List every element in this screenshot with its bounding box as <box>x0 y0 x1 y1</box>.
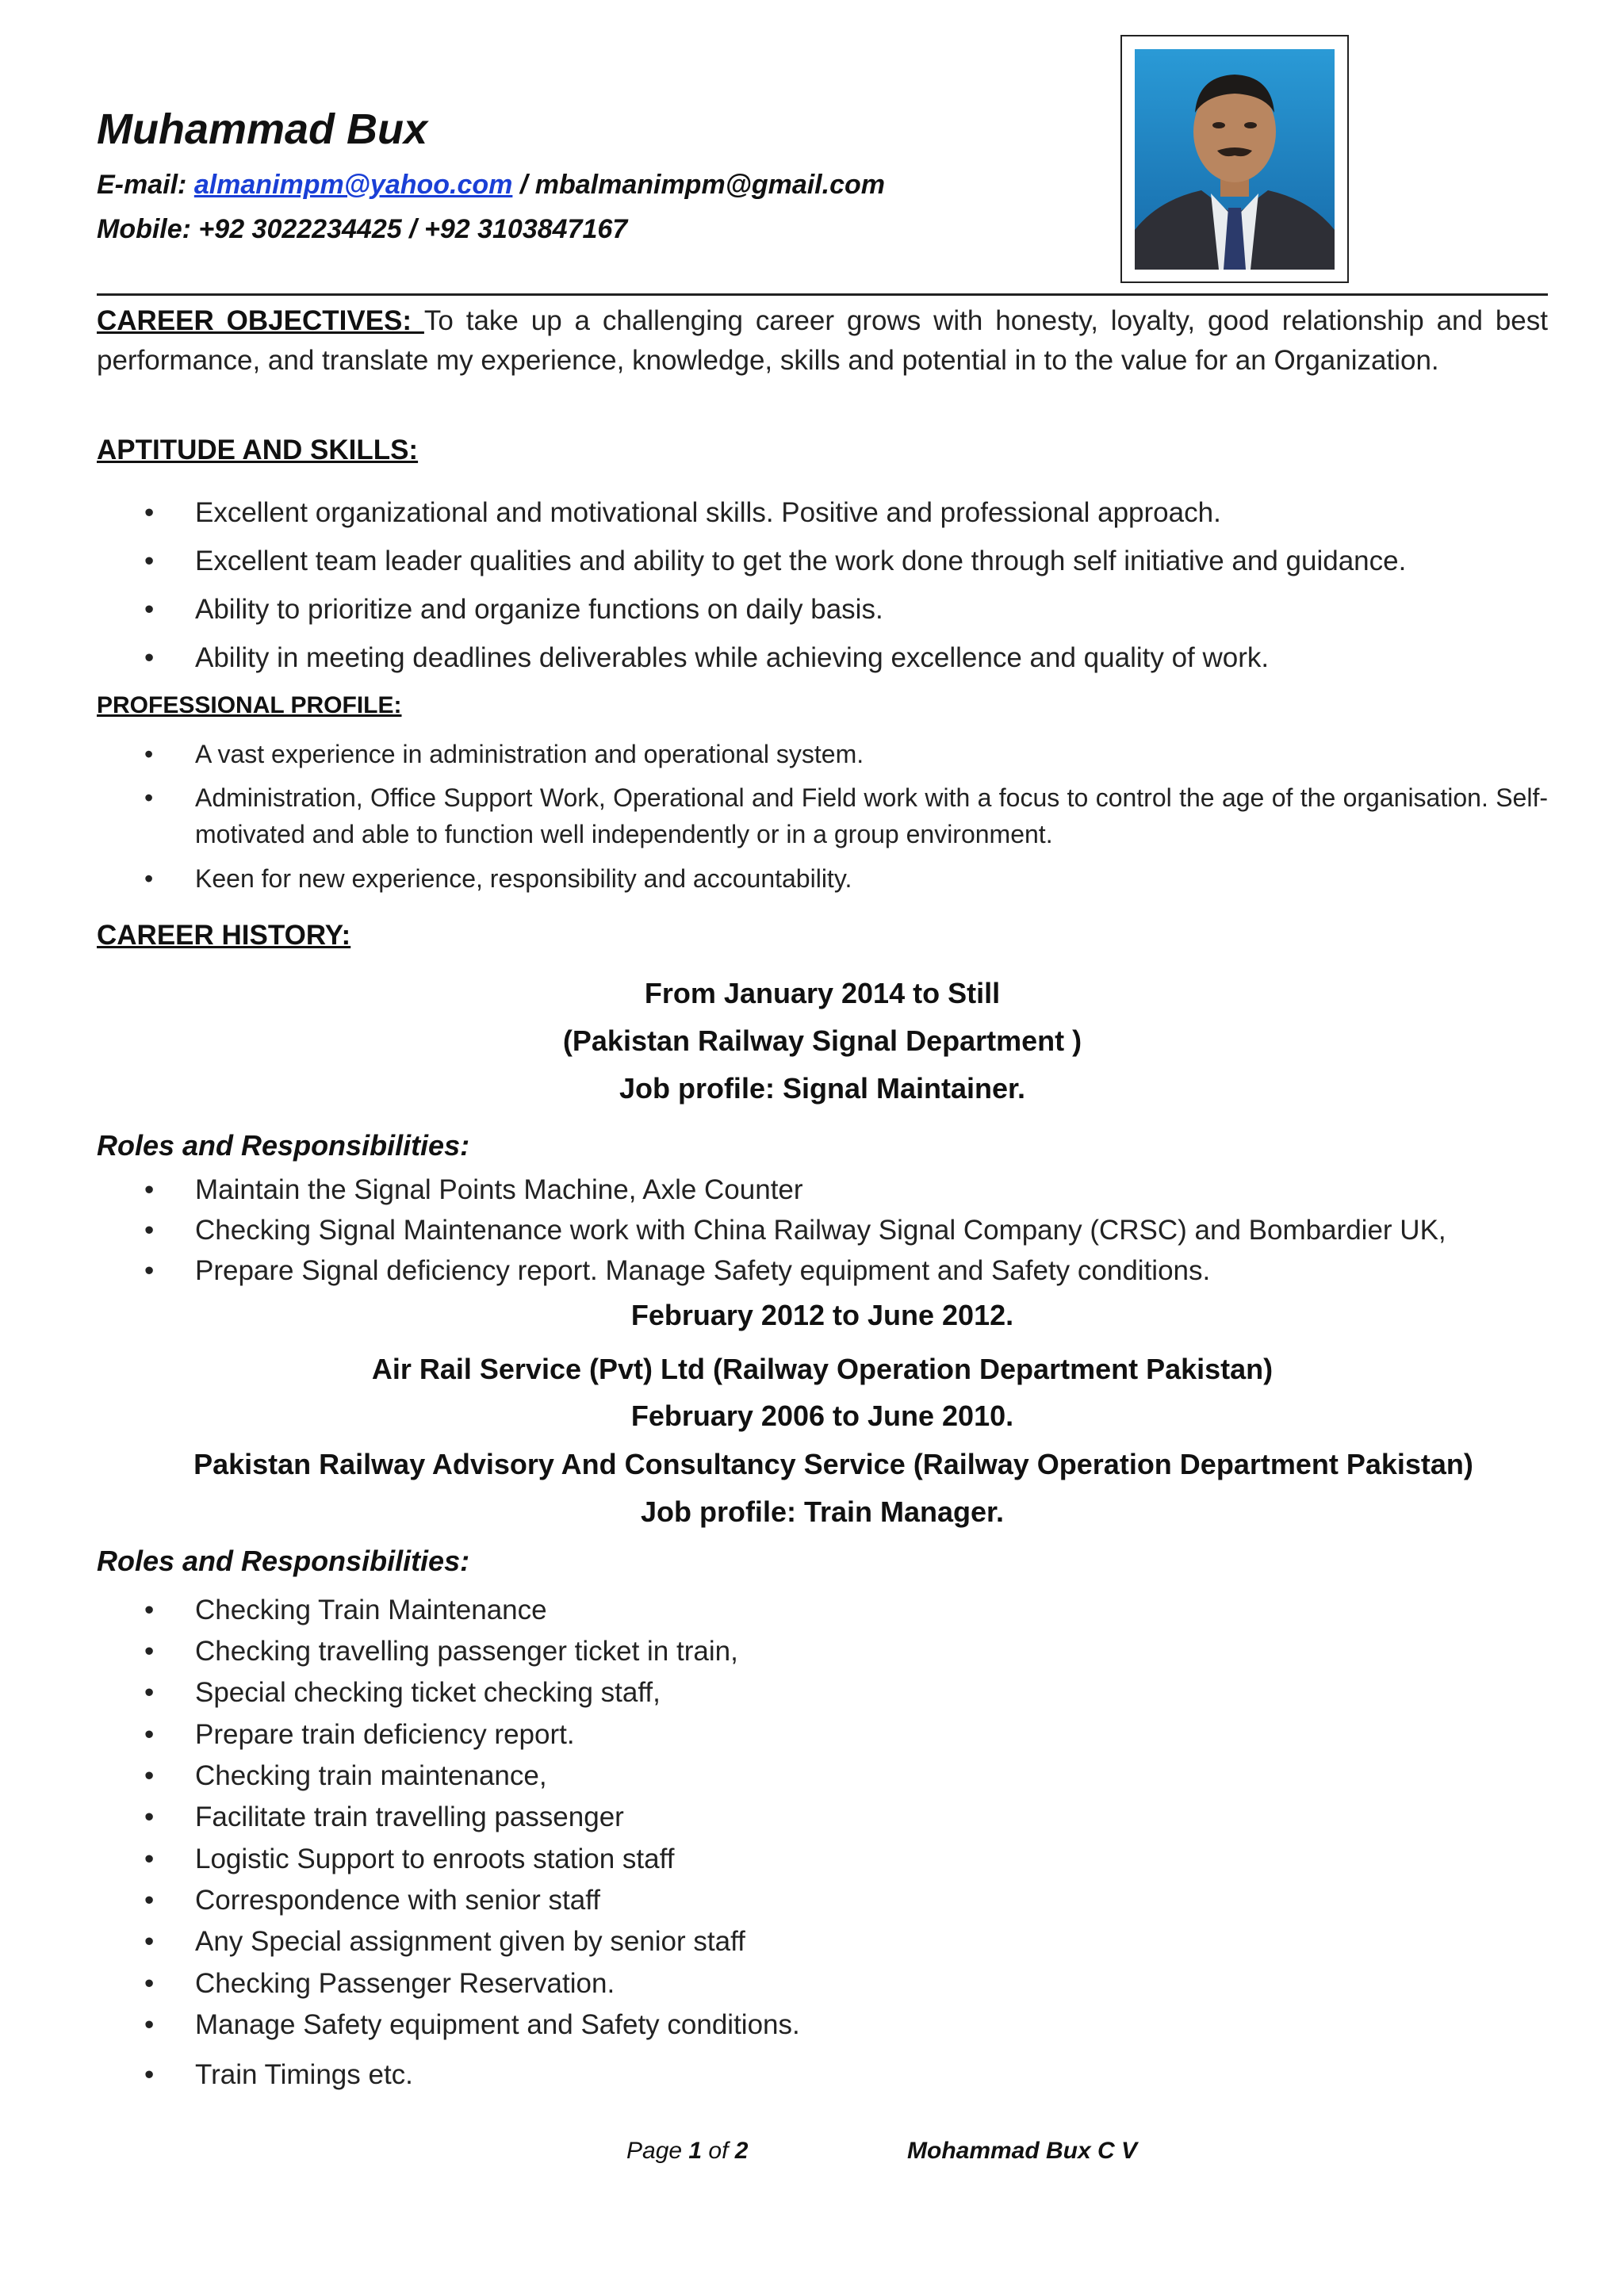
job2-organization: Air Rail Service (Pvt) Ltd (Railway Operation Department Pakistan) <box>371 1353 1274 1385</box>
job1-period: From January 2014 to Still <box>644 977 1001 1009</box>
career-objectives-text: To take up a challenging career grows with honesty, loyalty, good relationship and best performance, and translate my experience, knowledge, skills and potential in to the value for an Organization. <box>97 305 1549 376</box>
bullet-icon: • <box>144 1719 155 1750</box>
email-line <box>97 170 885 201</box>
bullet-icon: • <box>144 1885 155 1916</box>
list-item: • Prepare train deficiency report. <box>144 1715 1548 1755</box>
bullet-icon: • <box>144 2009 155 2040</box>
list-item: • Prepare Signal deficiency report. Manage Safety equipment and Safety conditions. <box>144 1251 1548 1291</box>
list-item: • Administration, Office Support Work, Operational and Field work with a focus to control the age of the organisation. Self- motivated and able to function well independently or in a group environment. <box>144 779 1548 852</box>
job2-period: February 2012 to June 2012. <box>630 1299 1014 1331</box>
list-item: • Ability to prioritize and organize functions on daily basis. <box>144 590 1548 630</box>
job3-period: February 2006 to June 2010. <box>630 1399 1014 1432</box>
bullet-icon: • <box>144 1677 155 1708</box>
email-secondary: mbalmanimpm@gmail.com <box>534 170 885 200</box>
bullet-icon: • <box>144 783 154 812</box>
list-item: • A vast experience in administration and operational system. <box>144 736 1548 772</box>
bullet-icon: • <box>144 1926 155 1957</box>
email-primary-link[interactable]: almanimpm@yahoo.com <box>193 170 513 200</box>
list-item: • Special checking ticket checking staff, <box>144 1673 1548 1713</box>
job3-profile: Job profile: Train Manager. <box>640 1495 1005 1528</box>
career-objectives-heading: CAREER OBJECTIVES: <box>97 305 424 336</box>
list-item: • Checking Train Maintenance <box>144 1591 1548 1630</box>
list-item: • Ability in meeting deadlines deliverables while achieving excellence and quality of work. <box>144 638 1548 678</box>
bullet-icon: • <box>144 1255 155 1286</box>
list-item: • Train Timings etc. <box>144 2055 1548 2095</box>
job1-roles-heading: Roles and Responsibilities: <box>97 1129 470 1162</box>
list-item: • Checking Passenger Reservation. <box>144 1964 1548 2004</box>
job1-organization: (Pakistan Railway Signal Department ) <box>562 1024 1082 1057</box>
page-number: Page 1 of 2 <box>626 2138 749 2164</box>
aptitude-heading: APTITUDE AND SKILLS: <box>97 435 419 465</box>
list-item: • Keen for new experience, responsibility and accountability. <box>144 860 1548 897</box>
list-item: • Facilitate train travelling passenger <box>144 1798 1548 1837</box>
bullet-icon: • <box>144 864 154 893</box>
bullet-icon: • <box>144 2059 155 2090</box>
bullet-icon: • <box>144 1968 155 1999</box>
bullet-icon: • <box>144 1760 155 1791</box>
header-divider <box>97 293 1548 296</box>
list-item: • Checking train maintenance, <box>144 1756 1548 1796</box>
email-separator: / <box>512 170 535 200</box>
job1-profile: Job profile: Signal Maintainer. <box>619 1072 1026 1105</box>
mobile-line: Mobile: +92 3022234425 / +92 3103847167 <box>97 214 628 244</box>
list-item: • Checking Signal Maintenance work with China Railway Signal Company (CRSC) and Bombardier UK, <box>144 1211 1548 1250</box>
email-label: E-mail: <box>97 170 194 200</box>
bullet-icon: • <box>144 497 155 528</box>
list-item: • Manage Safety equipment and Safety conditions. <box>144 2005 1548 2045</box>
bullet-icon: • <box>144 1801 155 1832</box>
bullet-icon: • <box>144 1844 155 1874</box>
list-item: • Excellent organizational and motivational skills. Positive and professional approach. <box>144 493 1548 533</box>
list-item: • Checking travelling passenger ticket in train, <box>144 1632 1548 1671</box>
job3-roles-heading: Roles and Responsibilities: <box>97 1545 470 1577</box>
list-item: • Maintain the Signal Points Machine, Axle Counter <box>144 1170 1548 1210</box>
footer-doc-title: Mohammad Bux C V <box>907 2138 1138 2164</box>
job3-organization: Pakistan Railway Advisory And Consultancy Service (Railway Operation Department Pakistan) <box>193 1448 1473 1480</box>
career-objectives-paragraph <box>97 301 1548 381</box>
career-history-heading: CAREER HISTORY: <box>97 920 351 951</box>
profile-photo <box>1135 49 1335 270</box>
list-item: • Correspondence with senior staff <box>144 1881 1548 1920</box>
bullet-icon: • <box>144 740 154 768</box>
candidate-name: Muhammad Bux <box>97 105 428 153</box>
list-item: • Logistic Support to enroots station staff <box>144 1840 1548 1879</box>
bullet-icon: • <box>144 1215 155 1246</box>
bullet-icon: • <box>144 1174 155 1205</box>
bullet-icon: • <box>144 1595 155 1625</box>
list-item: • Excellent team leader qualities and ability to get the work done through self initiative and guidance. <box>144 542 1548 581</box>
profile-photo-frame <box>1120 35 1349 283</box>
bullet-icon: • <box>144 594 155 625</box>
bullet-icon: • <box>144 642 155 673</box>
professional-profile-heading: PROFESSIONAL PROFILE: <box>97 692 402 718</box>
bullet-icon: • <box>144 1636 155 1667</box>
bullet-icon: • <box>144 546 155 576</box>
list-item: • Any Special assignment given by senior staff <box>144 1922 1548 1962</box>
